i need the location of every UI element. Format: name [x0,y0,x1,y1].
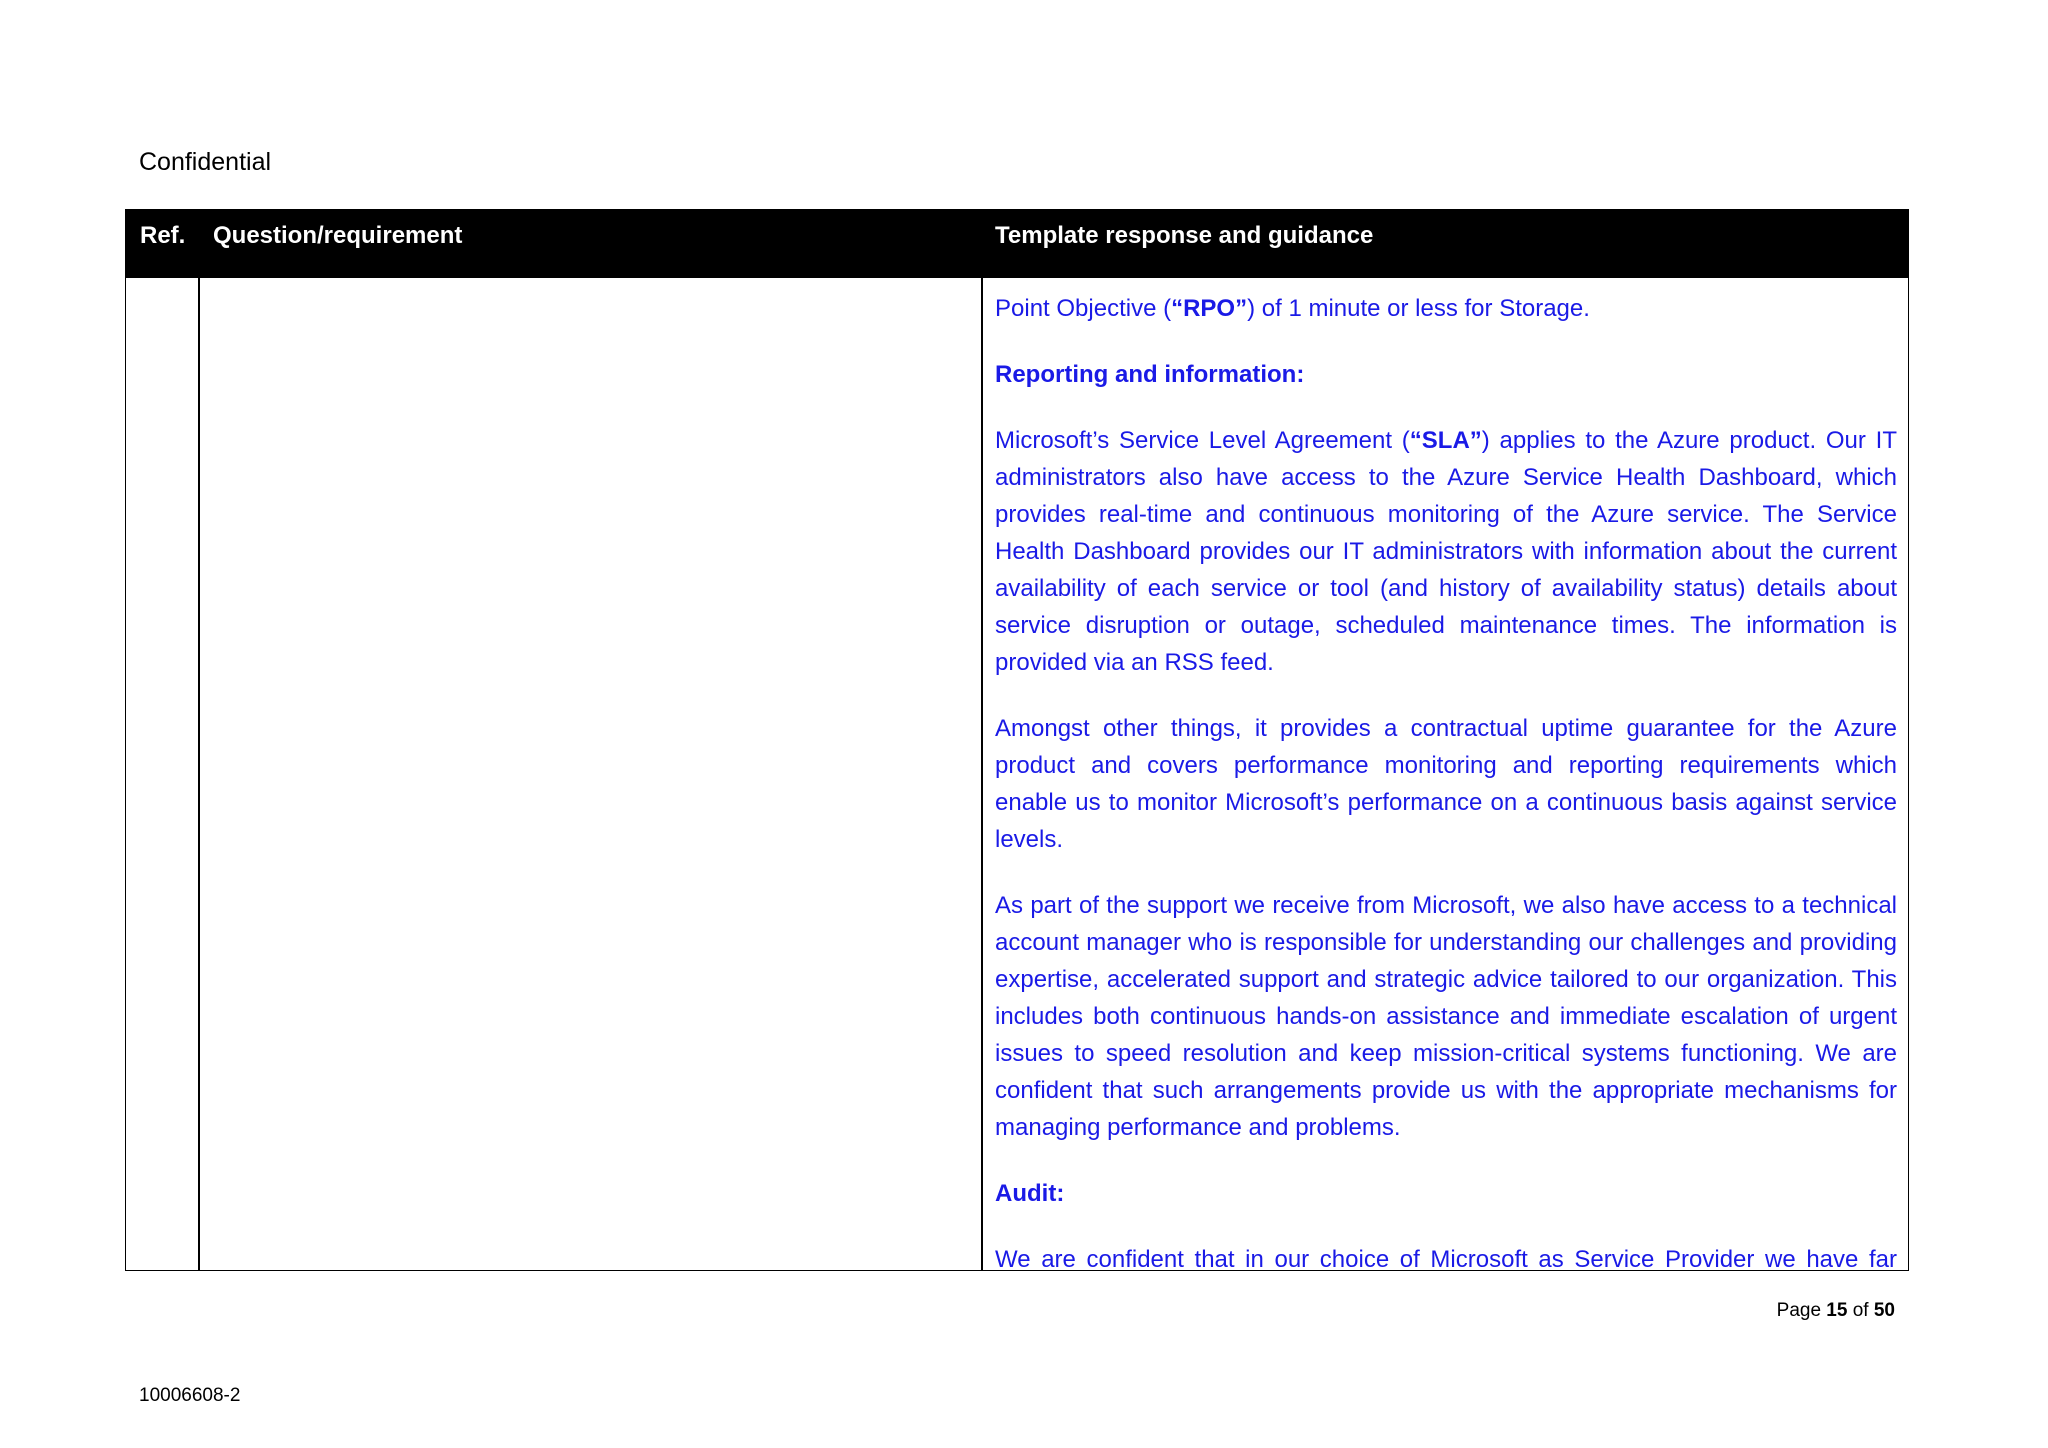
text-run: ) of 1 minute or less for Storage. [1247,295,1590,322]
page-number [1777,1298,1895,1324]
text-run-bold: “SLA” [1409,427,1482,454]
page-total: 50 [1873,1300,1895,1321]
column-header-response: Template response and guidance [995,222,1374,249]
response-paragraph-audit: We are confident that in our choice of Microsoft as Service Provider we have far [995,1246,1897,1273]
response-cell [995,290,1897,1278]
text-run: ) applies to the Azure product. Our IT administrators also have access to the Azure Service Health Dashboard, which provides real-time and continuous monitoring of the Azure service. The Service Health Dashboard provides our IT administrators with information about the current availability of each service or tool (and history of availability status) details about service disruption or outage, scheduled maintenance times. The information is provided via an RSS feed. [995,427,1897,676]
response-paragraph-uptime: Amongst other things, it provides a contractual uptime guarantee for the Azure product and covers performance monitoring and reporting requirements which enable us to monitor Microsoft’s performance on a continuous basis against service levels. [995,715,1897,853]
column-divider-ref [198,278,200,1270]
page-prefix: Page [1776,1300,1822,1321]
section-heading-reporting: Reporting and information: [995,361,1305,388]
text-run-bold: “RPO” [1171,295,1248,322]
section-heading-audit: Audit: [995,1180,1065,1207]
response-paragraph-sla [995,422,1897,681]
text-run: Point Objective ( [995,295,1172,322]
response-paragraph-rpo [995,290,1897,327]
response-paragraph-support: As part of the support we receive from Microsoft, we also have access to a technical account manager who is responsible for understanding our challenges and providing expertise, accelerated support and strategic advice tailored to our organization. This includes both continuous hands-on assistance and immediate escalation of urgent issues to speed resolution and keep mission-critical systems functioning. We are confident that such arrangements provide us with the appropriate mechanisms for managing performance and problems. [995,892,1897,1141]
page-of: of [1852,1300,1869,1321]
column-header-ref: Ref. [140,222,186,249]
table-header-row [126,210,1908,278]
requirements-table [125,209,1909,1271]
text-run: Microsoft’s Service Level Agreement ( [995,427,1410,454]
document-id: 10006608-2 [139,1385,241,1406]
column-header-question: Question/requirement [213,222,463,249]
page-current: 15 [1826,1300,1848,1321]
confidential-label: Confidential [139,148,272,176]
column-divider-question [981,278,983,1270]
